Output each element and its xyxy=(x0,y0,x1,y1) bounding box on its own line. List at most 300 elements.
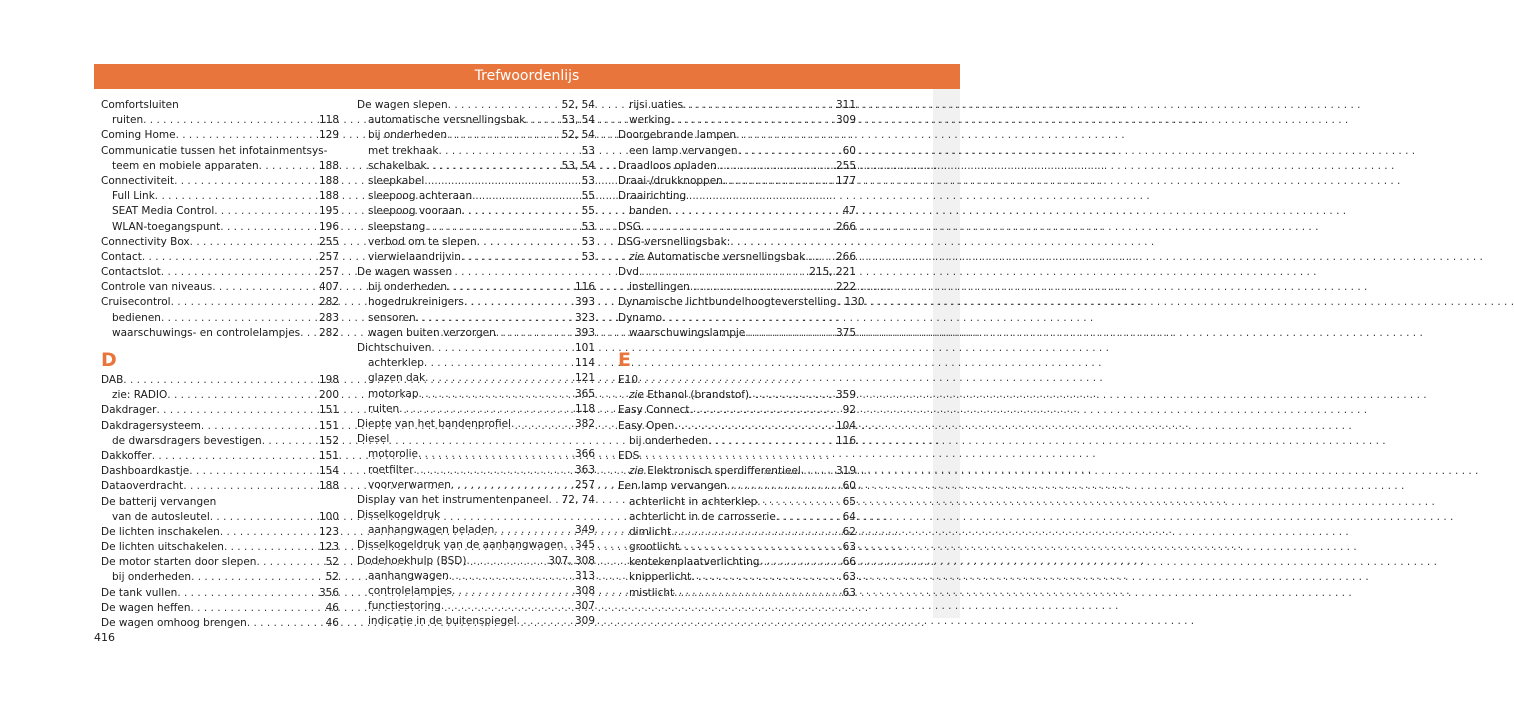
index-subentry xyxy=(101,326,339,341)
page-ref: 101 xyxy=(574,342,595,354)
index-subentry xyxy=(357,447,595,462)
index-entry xyxy=(618,479,856,494)
index-subentry xyxy=(357,235,595,250)
entry-term: E10 xyxy=(618,374,638,386)
index-column-2 xyxy=(357,98,595,630)
entry-term: mistlicht xyxy=(629,586,675,599)
index-entry xyxy=(101,373,339,388)
dot-leader xyxy=(214,204,317,219)
entry-term: Doorgebrande lampen xyxy=(618,129,737,142)
dot-leader xyxy=(212,280,317,295)
entry-term: achterlicht in de carrosserie xyxy=(629,510,776,523)
page-ref: 366 xyxy=(574,448,595,461)
entry-term: De motor starten door slepen xyxy=(101,556,257,569)
entry-term: Elektronisch sperdifferentieel xyxy=(647,465,801,478)
entry-term: Connectivity Box xyxy=(101,235,190,248)
entry-term: sleepkabel xyxy=(368,174,425,187)
dot-leader xyxy=(691,570,840,585)
entry-term: de dwarsdragers bevestigen xyxy=(112,434,262,447)
index-subentry xyxy=(101,510,339,525)
index-subentry xyxy=(618,510,856,525)
dot-leader xyxy=(259,159,317,174)
page-ref: 92 xyxy=(842,404,856,417)
index-subentry xyxy=(357,250,595,265)
entry-term: waarschuwingslampje xyxy=(629,326,746,339)
index-entry xyxy=(101,280,339,295)
dot-leader xyxy=(517,614,573,629)
dot-leader xyxy=(414,463,573,478)
page-ref: 65 xyxy=(842,495,856,508)
index-entry xyxy=(618,174,856,189)
entry-term: teem en mobiele apparaten xyxy=(112,159,259,172)
index-entry xyxy=(101,174,339,189)
index-entry xyxy=(618,265,856,280)
index-subentry xyxy=(101,311,339,326)
page-ref: 116 xyxy=(574,281,595,294)
index-subentry xyxy=(357,523,595,538)
page-ref: 53 xyxy=(581,144,595,157)
entry-term: sleepstang xyxy=(368,220,426,233)
entry-term: waarschuwings- en controlelampjes xyxy=(112,326,301,339)
entry-term: grootlicht xyxy=(629,541,680,554)
index-subentry xyxy=(618,113,856,128)
index-subentry xyxy=(357,189,595,204)
index-entry xyxy=(357,98,595,113)
dot-leader xyxy=(123,373,317,388)
section-letter: E xyxy=(618,349,631,371)
entry-term: functiestoring xyxy=(368,600,441,613)
page-ref: 66 xyxy=(842,556,856,569)
page-ref: 53 xyxy=(581,250,595,263)
dot-leader xyxy=(674,419,834,434)
dot-leader xyxy=(549,493,560,508)
page-ref: 309 xyxy=(574,615,595,628)
see-reference: zie xyxy=(629,250,644,263)
index-subentry xyxy=(357,402,595,417)
page-ref: 104 xyxy=(835,419,856,432)
page-ref: 198 xyxy=(318,374,339,386)
page-ref: 309 xyxy=(835,114,856,127)
dot-leader xyxy=(167,388,317,403)
index-subentry xyxy=(101,570,339,585)
page-ref: 375 xyxy=(835,326,856,339)
dot-leader xyxy=(669,204,841,219)
dot-leader xyxy=(416,311,573,326)
page-ref: 152 xyxy=(318,434,339,447)
index-column-1 xyxy=(101,98,339,631)
page-ref: 151 xyxy=(318,404,339,417)
page-ref: 257 xyxy=(574,478,595,491)
entry-term: De wagen wassen xyxy=(357,266,453,279)
page-ref: 255 xyxy=(318,235,339,248)
index-entry xyxy=(101,419,339,434)
index-subentry xyxy=(357,326,595,341)
entry-term: Ethanol (brandstof) xyxy=(647,389,750,402)
page-ref: 121 xyxy=(574,372,595,385)
index-entry xyxy=(618,419,856,434)
dot-leader xyxy=(189,464,317,479)
entry-term: Cruisecontrol xyxy=(101,296,171,309)
index-subentry xyxy=(618,586,856,601)
page-ref: 311 xyxy=(835,99,856,111)
entry-term: Draadloos opladen xyxy=(618,159,717,172)
page-number: 416 xyxy=(94,631,115,644)
entry-term: De lichten inschakelen xyxy=(101,525,220,538)
index-subentry xyxy=(357,174,595,189)
index-subentry xyxy=(618,98,856,113)
entry-term: Draairichting xyxy=(618,190,687,203)
page-ref: 100 xyxy=(318,510,339,523)
page-ref: 60 xyxy=(842,480,856,493)
dot-leader xyxy=(201,419,317,434)
index-column-3 xyxy=(618,98,865,601)
page-ref: 114 xyxy=(574,357,595,370)
page-ref: 363 xyxy=(574,463,595,476)
entry-term: Diepte van het bandenprofiel xyxy=(357,417,511,430)
page-ref: 222 xyxy=(835,281,856,294)
index-subentry xyxy=(357,569,595,584)
entry-term: Connectiviteit xyxy=(101,174,175,187)
dot-leader xyxy=(727,479,841,494)
dot-leader xyxy=(224,540,317,555)
entry-term: kentekenplaatverlichting xyxy=(629,556,760,569)
dot-leader xyxy=(759,555,840,570)
dot-leader xyxy=(183,479,317,494)
dot-leader xyxy=(176,128,317,143)
entry-term: Een lamp vervangen xyxy=(618,480,727,493)
page-ref: 53, 54 xyxy=(561,114,595,127)
index-entry xyxy=(618,189,856,204)
page-ref: 319 xyxy=(835,465,856,478)
page-ref: 154 xyxy=(318,465,339,478)
entry-term: voorverwarmen xyxy=(368,478,451,491)
entry-term: De wagen omhoog brengen xyxy=(101,617,247,629)
index-subentry xyxy=(357,463,595,478)
entry-term: De wagen slepen xyxy=(357,99,448,111)
page-ref: 63 xyxy=(842,571,856,584)
index-subentry xyxy=(357,280,595,295)
index-subentry xyxy=(357,311,595,326)
index-subentry xyxy=(618,525,856,540)
dot-leader xyxy=(191,601,324,616)
entry-term: sleepoog vooraan xyxy=(368,205,462,218)
entry-term: glazen dak xyxy=(368,372,426,385)
index-subentry xyxy=(357,599,595,614)
page-ref: 345 xyxy=(574,539,595,552)
entry-term: indicatie in de buitenspiegel xyxy=(368,615,517,628)
dot-leader xyxy=(220,220,317,235)
entry-term: met trekhaak xyxy=(368,144,439,157)
dot-leader xyxy=(155,189,317,204)
dot-leader xyxy=(749,388,834,403)
index-subentry xyxy=(357,584,595,599)
page-ref: 266 xyxy=(835,250,856,263)
entry-term: De tank vullen xyxy=(101,586,178,599)
index-entry xyxy=(618,159,856,174)
index-subentry xyxy=(101,434,339,449)
page-ref: 323 xyxy=(574,311,595,324)
page-ref: 177 xyxy=(835,174,856,187)
dot-leader xyxy=(525,113,559,128)
entry-term: Dakkoffer xyxy=(101,449,152,462)
page-ref: 52 xyxy=(325,571,339,584)
entry-term: een lamp vervangen xyxy=(629,144,738,157)
page-ref: 188 xyxy=(318,174,339,187)
entry-term: motorolie xyxy=(368,448,418,461)
dot-leader xyxy=(801,464,834,479)
entry-term: bij onderheden xyxy=(368,129,448,142)
entry-term: hogedrukreinigers xyxy=(368,296,464,309)
index-entry xyxy=(101,250,339,265)
dot-leader xyxy=(156,403,316,418)
dot-leader xyxy=(679,540,841,555)
entry-term: Contact xyxy=(101,250,142,263)
entry-term: Dynamo xyxy=(618,311,663,324)
entry-term: DAB xyxy=(101,374,124,386)
page-ref: 382 xyxy=(574,417,595,430)
page-ref: 53 xyxy=(581,235,595,248)
index-subentry xyxy=(357,478,595,493)
page-ref: 55 xyxy=(581,190,595,203)
dot-leader xyxy=(300,326,317,341)
entry-term: WLAN-toegangspunt xyxy=(112,220,221,233)
dot-leader xyxy=(674,586,841,601)
dot-leader xyxy=(723,174,834,189)
entry-term: werking xyxy=(629,114,671,127)
index-entry xyxy=(101,98,339,113)
entry-term: bij onderheden xyxy=(368,281,448,294)
page-ref: 55 xyxy=(581,205,595,218)
dot-leader xyxy=(805,250,834,265)
entry-term: motorkap xyxy=(368,387,419,400)
dot-leader xyxy=(477,235,580,250)
entry-term: bedienen xyxy=(112,311,161,324)
index-entry xyxy=(618,311,856,326)
index-subentry xyxy=(618,144,856,159)
entry-term: DSG xyxy=(618,220,641,233)
index-subentry xyxy=(101,159,339,174)
index-entry xyxy=(101,616,339,631)
dot-leader xyxy=(143,113,317,128)
index-entry xyxy=(618,373,856,388)
page-ref: 52, 54 xyxy=(561,129,595,142)
page-ref: 60 xyxy=(842,144,856,157)
entry-term: banden xyxy=(629,205,669,218)
dot-leader xyxy=(708,434,834,449)
index-entry xyxy=(101,540,339,555)
entry-term: verbod om te slepen xyxy=(368,235,477,248)
page-ref: 116 xyxy=(835,434,856,447)
entry-term: Dynamische lichtbundelhoogteverstelling xyxy=(618,296,837,309)
index-entry xyxy=(101,555,339,570)
entry-term: DSG-versnellingsbak: xyxy=(618,235,731,248)
index-entry xyxy=(618,128,856,143)
page-ref: 255 xyxy=(835,159,856,172)
entry-term: Easy Open xyxy=(618,419,675,432)
header-title: Trefwoordenlijs xyxy=(474,68,580,84)
index-entry xyxy=(101,295,339,310)
entry-term: vierwielaandrijvin xyxy=(368,250,461,263)
index-subentry xyxy=(618,540,856,555)
index-entry xyxy=(357,265,595,280)
entry-term: schakelbak xyxy=(368,159,427,172)
page-ref: 307 xyxy=(574,600,595,613)
index-subentry xyxy=(357,614,595,629)
entry-term: Controle van niveaus xyxy=(101,281,213,294)
entry-term: sensoren xyxy=(368,311,416,324)
index-subentry xyxy=(618,495,856,510)
entry-term: bij onderheden xyxy=(112,571,192,584)
page-ref: 46 xyxy=(325,617,339,629)
page-ref: 151 xyxy=(318,419,339,432)
dot-leader xyxy=(738,144,841,159)
index-entry xyxy=(101,265,339,280)
dot-leader xyxy=(399,402,573,417)
page-ref: 215, 221 xyxy=(809,266,856,279)
dot-leader xyxy=(494,523,573,538)
dot-leader xyxy=(466,554,546,569)
index-subentry xyxy=(357,159,595,174)
index-entry xyxy=(101,479,339,494)
entry-term: knipperlicht xyxy=(629,571,692,584)
entry-term: Disselkogeldruk van de aanhangwagen xyxy=(357,539,564,552)
dot-leader xyxy=(439,144,580,159)
entry-term: achterklep xyxy=(368,357,424,370)
page-ref: 52 xyxy=(325,556,339,569)
entry-term: dimlicht xyxy=(629,525,672,538)
entry-term: De batterij vervangen xyxy=(101,495,217,508)
entry-term: De lichten uitschakelen xyxy=(101,541,224,554)
dot-leader xyxy=(690,403,841,418)
index-entry xyxy=(357,508,595,523)
entry-term: Full Link xyxy=(112,190,155,203)
index-entry xyxy=(101,144,339,159)
page-ref: 123 xyxy=(318,525,339,538)
entry-term: Display van het instrumentenpaneel xyxy=(357,493,549,506)
index-entry xyxy=(357,538,595,553)
dot-leader xyxy=(511,417,573,432)
index-entry xyxy=(618,235,856,250)
page-ref: 257 xyxy=(318,266,339,279)
page-ref: 188 xyxy=(318,159,339,172)
index-subentry xyxy=(618,388,856,403)
entry-term: roetfilter xyxy=(368,463,414,476)
dot-leader xyxy=(447,128,560,143)
entry-term-wrap xyxy=(629,464,801,479)
entry-term: ruiten xyxy=(368,402,400,415)
see-reference: zie xyxy=(629,389,644,402)
dot-leader xyxy=(161,311,317,326)
page-ref: 200 xyxy=(318,389,339,402)
dot-leader xyxy=(171,295,317,310)
index-subentry xyxy=(357,113,595,128)
dot-leader xyxy=(690,280,834,295)
dot-leader xyxy=(671,525,840,540)
dot-leader xyxy=(496,326,573,341)
page-ref: 62 xyxy=(842,525,856,538)
page-ref: 188 xyxy=(318,480,339,493)
entry-term: aanhangwagen beladen xyxy=(368,524,495,537)
page-ref: 196 xyxy=(318,220,339,233)
entry-term-wrap xyxy=(629,250,805,265)
index-subentry xyxy=(357,295,595,310)
dot-leader xyxy=(448,98,560,113)
page-ref: 365 xyxy=(574,387,595,400)
dot-leader xyxy=(683,98,834,113)
dot-leader xyxy=(424,174,579,189)
dot-leader xyxy=(418,447,573,462)
page-ref: 356 xyxy=(318,586,339,599)
page-ref: 130 xyxy=(844,296,865,309)
index-subentry xyxy=(618,204,856,219)
page-ref: 63 xyxy=(842,541,856,554)
index-entry xyxy=(357,417,595,432)
entry-term: Disselkogeldruk xyxy=(357,509,441,522)
dot-leader xyxy=(161,265,317,280)
entry-term: wagen buiten verzorgen xyxy=(368,326,496,339)
page-ref: 407 xyxy=(318,281,339,294)
entry-term: van de autosleutel xyxy=(112,510,210,523)
dot-leader xyxy=(152,449,317,464)
index-entry xyxy=(101,449,339,464)
dot-leader xyxy=(641,220,834,235)
index-entry xyxy=(101,586,339,601)
index-entry xyxy=(357,341,595,356)
dot-leader xyxy=(639,265,807,280)
page-ref: 118 xyxy=(318,114,339,127)
index-subentry xyxy=(101,204,339,219)
dot-leader xyxy=(449,569,573,584)
entry-term: Dakdragersysteem xyxy=(101,419,201,432)
index-subentry xyxy=(357,128,595,143)
page-ref: 118 xyxy=(574,402,595,415)
dot-leader xyxy=(671,113,834,128)
entry-term: Draai-/drukknoppen xyxy=(618,174,723,187)
dot-leader xyxy=(563,538,573,553)
index-entry xyxy=(101,464,339,479)
page-ref: 282 xyxy=(318,296,339,309)
page-ref: 308 xyxy=(574,585,595,597)
index-subentry xyxy=(101,189,339,204)
entry-term: Coming Home xyxy=(101,129,176,142)
dot-leader xyxy=(447,280,573,295)
index-subentry xyxy=(357,387,595,402)
entry-term: Automatische versnellingsbak xyxy=(647,250,806,263)
entry-term: Dataoverdracht xyxy=(101,480,184,493)
dot-leader xyxy=(425,371,573,386)
page-ref: 53 xyxy=(581,220,595,233)
entry-term: Dichtschuiven xyxy=(357,342,432,354)
index-entry xyxy=(101,128,339,143)
page-ref: 282 xyxy=(318,326,339,339)
page-ref: 257 xyxy=(318,250,339,263)
dot-leader xyxy=(256,555,323,570)
entry-term: Easy Connect xyxy=(618,404,690,417)
index-subentry xyxy=(618,280,856,295)
dot-leader xyxy=(191,570,324,585)
index-subentry xyxy=(618,570,856,585)
index-entry xyxy=(357,493,595,508)
index-subentry xyxy=(618,326,856,341)
index-entry xyxy=(618,449,856,464)
entry-term: De wagen heffen xyxy=(101,601,191,614)
dot-leader xyxy=(464,295,573,310)
entry-term: aanhangwagen xyxy=(368,569,449,582)
index-entry xyxy=(101,235,339,250)
index-subentry xyxy=(618,250,856,265)
dot-leader xyxy=(419,387,573,402)
index-subentry xyxy=(357,204,595,219)
